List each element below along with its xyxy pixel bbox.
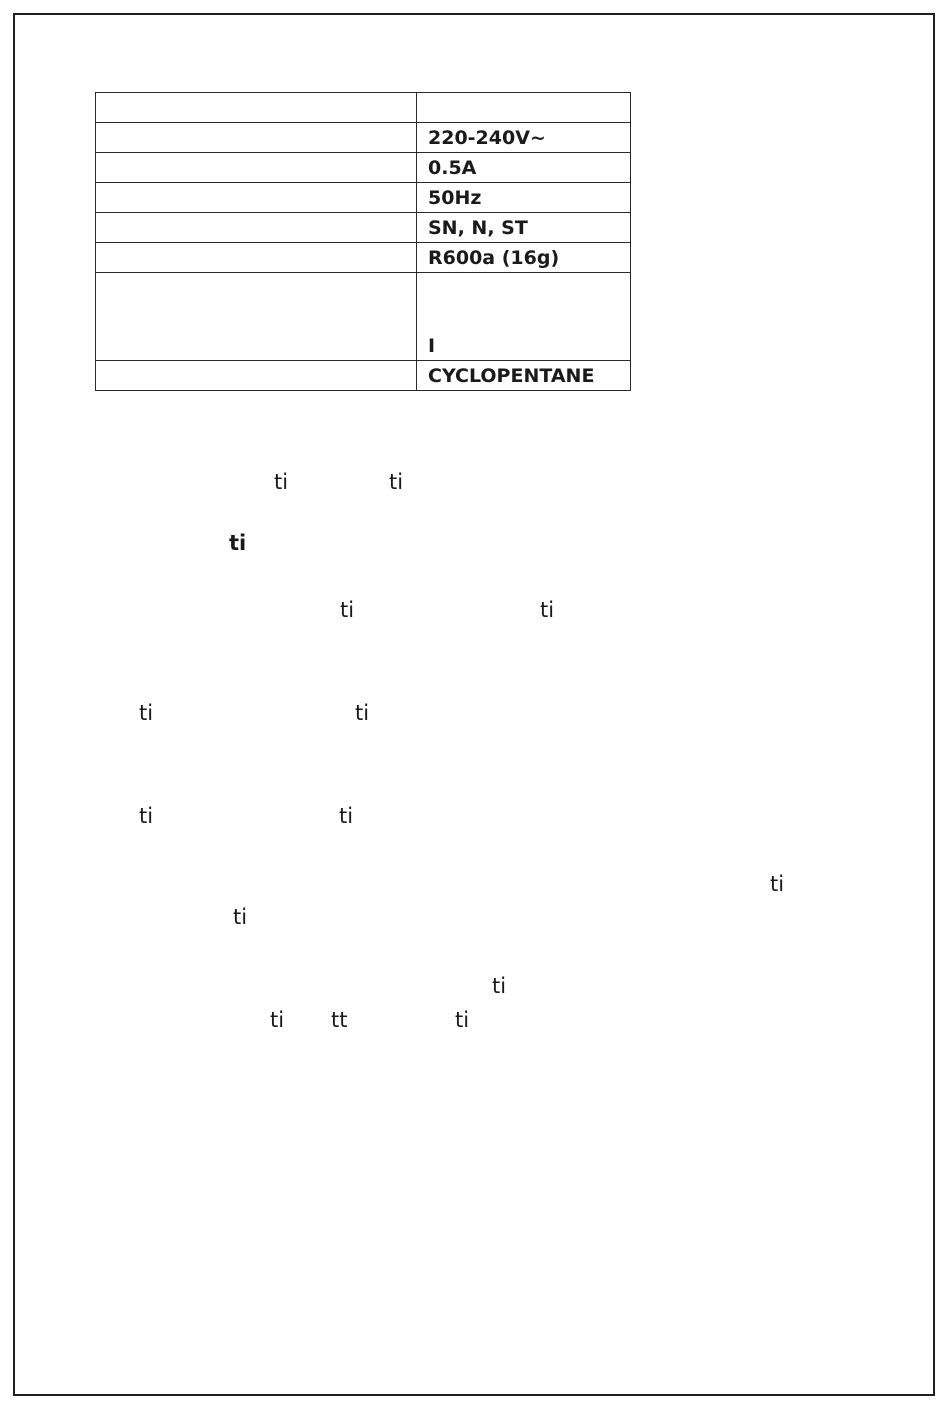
text-fragment: ti — [139, 701, 154, 725]
text-fragment: ti — [270, 1008, 285, 1032]
spec-label — [96, 273, 417, 361]
text-fragment: tt — [331, 1008, 348, 1032]
table-row — [96, 93, 631, 123]
spec-value-insulation: CYCLOPENTANE — [417, 361, 631, 391]
spec-value-voltage: 220-240V~ — [417, 123, 631, 153]
table-row — [96, 153, 631, 183]
spec-value-current: 0.5A — [417, 153, 631, 183]
text-fragment: ti — [139, 804, 154, 828]
spec-label — [96, 361, 417, 391]
table-row — [96, 361, 631, 391]
spec-label — [96, 213, 417, 243]
spec-value-climate-class: SN, N, ST — [417, 213, 631, 243]
text-fragment: ti — [229, 531, 247, 555]
text-fragment: ti — [455, 1008, 470, 1032]
spec-table — [95, 92, 631, 391]
spec-value-refrigerant: R600a (16g) — [417, 243, 631, 273]
spec-value-protection-class: I — [417, 273, 631, 361]
text-fragment: ti — [389, 470, 404, 494]
text-fragment: ti — [274, 470, 289, 494]
table-row — [96, 123, 631, 153]
text-fragment: ti — [233, 905, 248, 929]
spec-label — [96, 93, 417, 123]
text-fragment: ti — [492, 974, 507, 998]
table-row — [96, 213, 631, 243]
spec-value-frequency: 50Hz — [417, 183, 631, 213]
spec-value — [417, 93, 631, 123]
table-row — [96, 183, 631, 213]
text-fragment: ti — [339, 804, 354, 828]
spec-label — [96, 183, 417, 213]
text-fragment: ti — [540, 598, 555, 622]
table-row — [96, 243, 631, 273]
spec-label — [96, 123, 417, 153]
text-fragment: ti — [770, 872, 785, 896]
table-row — [96, 273, 631, 361]
text-fragment: ti — [340, 598, 355, 622]
spec-label — [96, 243, 417, 273]
spec-label — [96, 153, 417, 183]
text-fragment: ti — [355, 701, 370, 725]
